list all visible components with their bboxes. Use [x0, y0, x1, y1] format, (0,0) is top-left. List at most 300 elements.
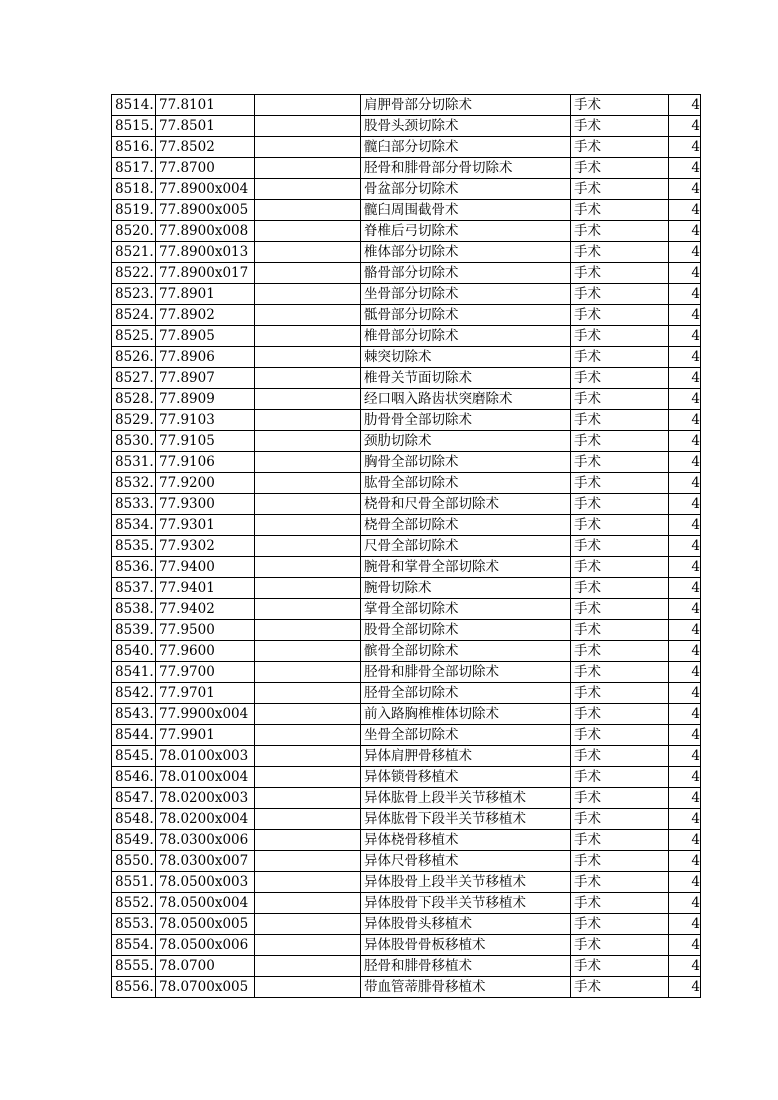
procedure-name: 胸骨全部切除术: [361, 452, 571, 473]
procedure-type: 手术: [571, 284, 669, 305]
procedure-name: 异体锁骨移植术: [361, 767, 571, 788]
procedure-name: 坐骨全部切除术: [361, 725, 571, 746]
table-row: [112, 809, 701, 830]
procedure-type: 手术: [571, 347, 669, 368]
procedure-name: 胫骨全部切除术: [361, 683, 571, 704]
procedure-type: 手术: [571, 221, 669, 242]
blank-cell: [255, 704, 361, 725]
procedure-type: 手术: [571, 578, 669, 599]
procedure-code: 77.8909: [156, 389, 255, 410]
table-row: [112, 242, 701, 263]
procedure-grade: 4: [669, 872, 701, 893]
table-row: [112, 389, 701, 410]
row-number: 8540.: [112, 641, 156, 662]
procedure-name: 脊椎后弓切除术: [361, 221, 571, 242]
procedure-name: 肋骨骨全部切除术: [361, 410, 571, 431]
procedure-grade: 4: [669, 95, 701, 116]
procedure-grade: 4: [669, 914, 701, 935]
procedure-grade: 4: [669, 662, 701, 683]
row-number: 8518.: [112, 179, 156, 200]
procedure-name: 髋臼部分切除术: [361, 137, 571, 158]
procedure-grade: 4: [669, 305, 701, 326]
blank-cell: [255, 179, 361, 200]
procedure-code: 77.8502: [156, 137, 255, 158]
table-row: [112, 641, 701, 662]
procedure-code: 77.9402: [156, 599, 255, 620]
procedure-type: 手术: [571, 452, 669, 473]
procedure-type: 手术: [571, 263, 669, 284]
blank-cell: [255, 515, 361, 536]
blank-cell: [255, 599, 361, 620]
procedure-type: 手术: [571, 893, 669, 914]
row-number: 8517.: [112, 158, 156, 179]
procedure-grade: 4: [669, 242, 701, 263]
procedure-type: 手术: [571, 95, 669, 116]
procedure-code: 77.8900x008: [156, 221, 255, 242]
row-number: 8546.: [112, 767, 156, 788]
procedure-grade: 4: [669, 788, 701, 809]
row-number: 8544.: [112, 725, 156, 746]
row-number: 8522.: [112, 263, 156, 284]
table-row: [112, 830, 701, 851]
procedure-grade: 4: [669, 851, 701, 872]
procedure-grade: 4: [669, 725, 701, 746]
procedure-code: 77.8902: [156, 305, 255, 326]
row-number: 8554.: [112, 935, 156, 956]
procedure-type: 手术: [571, 704, 669, 725]
row-number: 8533.: [112, 494, 156, 515]
row-number: 8541.: [112, 662, 156, 683]
procedure-type: 手术: [571, 767, 669, 788]
row-number: 8530.: [112, 431, 156, 452]
procedure-name: 异体股骨头移植术: [361, 914, 571, 935]
procedure-name: 经口咽入路齿状突磨除术: [361, 389, 571, 410]
procedure-name: 异体股骨下段半关节移植术: [361, 893, 571, 914]
procedure-code: 77.9700: [156, 662, 255, 683]
procedure-name: 股骨全部切除术: [361, 620, 571, 641]
procedure-type: 手术: [571, 242, 669, 263]
procedure-code: 78.0200x004: [156, 809, 255, 830]
procedure-grade: 4: [669, 389, 701, 410]
procedure-code: 77.9901: [156, 725, 255, 746]
row-number: 8549.: [112, 830, 156, 851]
procedure-name: 异体股骨上段半关节移植术: [361, 872, 571, 893]
procedure-code: 77.8906: [156, 347, 255, 368]
procedure-grade: 4: [669, 431, 701, 452]
procedure-type: 手术: [571, 830, 669, 851]
procedure-type: 手术: [571, 326, 669, 347]
procedure-type: 手术: [571, 914, 669, 935]
procedure-type: 手术: [571, 620, 669, 641]
procedure-code: 77.9701: [156, 683, 255, 704]
row-number: 8526.: [112, 347, 156, 368]
table-row: [112, 851, 701, 872]
procedure-type: 手术: [571, 977, 669, 998]
table-row: [112, 95, 701, 116]
procedure-name: 坐骨部分切除术: [361, 284, 571, 305]
row-number: 8550.: [112, 851, 156, 872]
procedure-name: 胫骨和腓骨部分骨切除术: [361, 158, 571, 179]
procedure-type: 手术: [571, 746, 669, 767]
procedure-type: 手术: [571, 599, 669, 620]
blank-cell: [255, 914, 361, 935]
procedure-type: 手术: [571, 557, 669, 578]
procedure-name: 腕骨和掌骨全部切除术: [361, 557, 571, 578]
table-row: [112, 263, 701, 284]
blank-cell: [255, 893, 361, 914]
table-row: [112, 599, 701, 620]
table-row: [112, 221, 701, 242]
table-row: [112, 956, 701, 977]
row-number: 8551.: [112, 872, 156, 893]
row-number: 8529.: [112, 410, 156, 431]
procedure-name: 前入路胸椎椎体切除术: [361, 704, 571, 725]
table-row: [112, 305, 701, 326]
procedure-name: 骶骨部分切除术: [361, 305, 571, 326]
procedure-type: 手术: [571, 956, 669, 977]
procedure-table-body: [112, 95, 701, 998]
table-row: [112, 935, 701, 956]
row-number: 8521.: [112, 242, 156, 263]
procedure-code: 78.0200x003: [156, 788, 255, 809]
blank-cell: [255, 368, 361, 389]
blank-cell: [255, 326, 361, 347]
blank-cell: [255, 116, 361, 137]
row-number: 8520.: [112, 221, 156, 242]
procedure-name: 棘突切除术: [361, 347, 571, 368]
row-number: 8527.: [112, 368, 156, 389]
procedure-grade: 4: [669, 158, 701, 179]
blank-cell: [255, 389, 361, 410]
procedure-code: 77.8900x013: [156, 242, 255, 263]
procedure-grade: 4: [669, 599, 701, 620]
procedure-code: 78.0500x004: [156, 893, 255, 914]
row-number: 8532.: [112, 473, 156, 494]
row-number: 8536.: [112, 557, 156, 578]
table-row: [112, 578, 701, 599]
procedure-code: 77.9103: [156, 410, 255, 431]
procedure-name: 异体股骨骨板移植术: [361, 935, 571, 956]
procedure-name: 桡骨全部切除术: [361, 515, 571, 536]
procedure-code: 77.9105: [156, 431, 255, 452]
blank-cell: [255, 431, 361, 452]
procedure-type: 手术: [571, 725, 669, 746]
procedure-name: 椎体部分切除术: [361, 242, 571, 263]
procedure-name: 肱骨全部切除术: [361, 473, 571, 494]
procedure-name: 骨盆部分切除术: [361, 179, 571, 200]
procedure-grade: 4: [669, 284, 701, 305]
blank-cell: [255, 725, 361, 746]
row-number: 8535.: [112, 536, 156, 557]
row-number: 8534.: [112, 515, 156, 536]
blank-cell: [255, 452, 361, 473]
blank-cell: [255, 284, 361, 305]
row-number: 8542.: [112, 683, 156, 704]
row-number: 8548.: [112, 809, 156, 830]
procedure-type: 手术: [571, 305, 669, 326]
procedure-grade: 4: [669, 368, 701, 389]
procedure-name: 椎骨关节面切除术: [361, 368, 571, 389]
table-row: [112, 116, 701, 137]
procedure-grade: 4: [669, 935, 701, 956]
procedure-type: 手术: [571, 662, 669, 683]
procedure-name: 肩胛骨部分切除术: [361, 95, 571, 116]
procedure-code: 78.0100x003: [156, 746, 255, 767]
row-number: 8523.: [112, 284, 156, 305]
procedure-grade: 4: [669, 326, 701, 347]
blank-cell: [255, 662, 361, 683]
row-number: 8538.: [112, 599, 156, 620]
table-row: [112, 452, 701, 473]
procedure-name: 骼骨部分切除术: [361, 263, 571, 284]
blank-cell: [255, 200, 361, 221]
procedure-type: 手术: [571, 200, 669, 221]
blank-cell: [255, 473, 361, 494]
table-row: [112, 725, 701, 746]
procedure-grade: 4: [669, 494, 701, 515]
procedure-code: 77.8905: [156, 326, 255, 347]
row-number: 8539.: [112, 620, 156, 641]
table-row: [112, 326, 701, 347]
table-row: [112, 662, 701, 683]
blank-cell: [255, 872, 361, 893]
procedure-grade: 4: [669, 641, 701, 662]
procedure-grade: 4: [669, 452, 701, 473]
procedure-grade: 4: [669, 473, 701, 494]
procedure-code: 77.8907: [156, 368, 255, 389]
procedure-grade: 4: [669, 347, 701, 368]
blank-cell: [255, 578, 361, 599]
blank-cell: [255, 935, 361, 956]
table-row: [112, 410, 701, 431]
procedure-grade: 4: [669, 515, 701, 536]
procedure-type: 手术: [571, 683, 669, 704]
procedure-type: 手术: [571, 851, 669, 872]
procedure-grade: 4: [669, 830, 701, 851]
procedure-name: 异体尺骨移植术: [361, 851, 571, 872]
procedure-type: 手术: [571, 158, 669, 179]
blank-cell: [255, 242, 361, 263]
table-row: [112, 347, 701, 368]
procedure-type: 手术: [571, 179, 669, 200]
row-number: 8515.: [112, 116, 156, 137]
procedure-name: 腕骨切除术: [361, 578, 571, 599]
procedure-grade: 4: [669, 977, 701, 998]
table-row: [112, 620, 701, 641]
procedure-code: 77.9301: [156, 515, 255, 536]
procedure-name: 股骨头颈切除术: [361, 116, 571, 137]
table-row: [112, 515, 701, 536]
procedure-type: 手术: [571, 431, 669, 452]
table-row: [112, 494, 701, 515]
row-number: 8545.: [112, 746, 156, 767]
procedure-type: 手术: [571, 389, 669, 410]
procedure-code: 77.9401: [156, 578, 255, 599]
blank-cell: [255, 977, 361, 998]
procedure-code: 77.9600: [156, 641, 255, 662]
procedure-code: 77.8501: [156, 116, 255, 137]
procedure-type: 手术: [571, 935, 669, 956]
procedure-code: 78.0500x003: [156, 872, 255, 893]
procedure-grade: 4: [669, 116, 701, 137]
procedure-grade: 4: [669, 221, 701, 242]
procedure-name: 异体桡骨移植术: [361, 830, 571, 851]
blank-cell: [255, 410, 361, 431]
blank-cell: [255, 809, 361, 830]
procedure-code: 78.0700x005: [156, 977, 255, 998]
row-number: 8519.: [112, 200, 156, 221]
blank-cell: [255, 536, 361, 557]
procedure-code: 77.9300: [156, 494, 255, 515]
row-number: 8547.: [112, 788, 156, 809]
row-number: 8553.: [112, 914, 156, 935]
blank-cell: [255, 683, 361, 704]
procedure-code: 78.0700: [156, 956, 255, 977]
procedure-grade: 4: [669, 746, 701, 767]
procedure-code: 77.8101: [156, 95, 255, 116]
row-number: 8555.: [112, 956, 156, 977]
procedure-type: 手术: [571, 515, 669, 536]
procedure-type: 手术: [571, 494, 669, 515]
blank-cell: [255, 641, 361, 662]
table-row: [112, 137, 701, 158]
table-row: [112, 767, 701, 788]
table-row: [112, 284, 701, 305]
procedure-grade: 4: [669, 767, 701, 788]
blank-cell: [255, 158, 361, 179]
table-row: [112, 536, 701, 557]
procedure-name: 颈肋切除术: [361, 431, 571, 452]
procedure-code: 77.9200: [156, 473, 255, 494]
procedure-table: [111, 94, 701, 998]
blank-cell: [255, 788, 361, 809]
procedure-grade: 4: [669, 683, 701, 704]
table-row: [112, 200, 701, 221]
procedure-grade: 4: [669, 410, 701, 431]
procedure-grade: 4: [669, 200, 701, 221]
procedure-name: 桡骨和尺骨全部切除术: [361, 494, 571, 515]
table-row: [112, 746, 701, 767]
procedure-type: 手术: [571, 536, 669, 557]
table-row: [112, 431, 701, 452]
procedure-type: 手术: [571, 368, 669, 389]
procedure-name: 异体肱骨下段半关节移植术: [361, 809, 571, 830]
procedure-code: 77.9106: [156, 452, 255, 473]
procedure-grade: 4: [669, 263, 701, 284]
table-row: [112, 893, 701, 914]
blank-cell: [255, 305, 361, 326]
procedure-name: 尺骨全部切除术: [361, 536, 571, 557]
procedure-grade: 4: [669, 809, 701, 830]
procedure-name: 胫骨和腓骨全部切除术: [361, 662, 571, 683]
blank-cell: [255, 746, 361, 767]
blank-cell: [255, 95, 361, 116]
table-row: [112, 158, 701, 179]
procedure-name: 掌骨全部切除术: [361, 599, 571, 620]
procedure-code: 78.0500x006: [156, 935, 255, 956]
procedure-grade: 4: [669, 893, 701, 914]
blank-cell: [255, 494, 361, 515]
procedure-type: 手术: [571, 872, 669, 893]
procedure-name: 异体肩胛骨移植术: [361, 746, 571, 767]
procedure-name: 胫骨和腓骨移植术: [361, 956, 571, 977]
procedure-code: 77.9500: [156, 620, 255, 641]
blank-cell: [255, 347, 361, 368]
table-row: [112, 914, 701, 935]
table-row: [112, 179, 701, 200]
procedure-name: 髋臼周围截骨术: [361, 200, 571, 221]
procedure-code: 77.9900x004: [156, 704, 255, 725]
procedure-name: 带血管蒂腓骨移植术: [361, 977, 571, 998]
blank-cell: [255, 830, 361, 851]
procedure-type: 手术: [571, 473, 669, 494]
row-number: 8531.: [112, 452, 156, 473]
table-row: [112, 368, 701, 389]
procedure-code: 77.8900x017: [156, 263, 255, 284]
procedure-grade: 4: [669, 557, 701, 578]
procedure-grade: 4: [669, 137, 701, 158]
row-number: 8516.: [112, 137, 156, 158]
procedure-type: 手术: [571, 410, 669, 431]
procedure-type: 手术: [571, 137, 669, 158]
procedure-code: 77.8900x005: [156, 200, 255, 221]
procedure-code: 77.8901: [156, 284, 255, 305]
procedure-code: 77.8700: [156, 158, 255, 179]
row-number: 8524.: [112, 305, 156, 326]
blank-cell: [255, 263, 361, 284]
table-row: [112, 473, 701, 494]
procedure-grade: 4: [669, 956, 701, 977]
row-number: 8556.: [112, 977, 156, 998]
procedure-grade: 4: [669, 536, 701, 557]
table-row: [112, 872, 701, 893]
table-row: [112, 977, 701, 998]
procedure-type: 手术: [571, 641, 669, 662]
procedure-grade: 4: [669, 704, 701, 725]
procedure-code: 78.0500x005: [156, 914, 255, 935]
procedure-type: 手术: [571, 116, 669, 137]
procedure-type: 手术: [571, 809, 669, 830]
procedure-code: 78.0300x007: [156, 851, 255, 872]
row-number: 8528.: [112, 389, 156, 410]
blank-cell: [255, 137, 361, 158]
row-number: 8537.: [112, 578, 156, 599]
procedure-code: 78.0300x006: [156, 830, 255, 851]
table-row: [112, 557, 701, 578]
blank-cell: [255, 767, 361, 788]
blank-cell: [255, 620, 361, 641]
row-number: 8543.: [112, 704, 156, 725]
procedure-grade: 4: [669, 620, 701, 641]
procedure-code: 77.9400: [156, 557, 255, 578]
procedure-code: 77.8900x004: [156, 179, 255, 200]
table-row: [112, 788, 701, 809]
blank-cell: [255, 851, 361, 872]
procedure-grade: 4: [669, 578, 701, 599]
procedure-code: 78.0100x004: [156, 767, 255, 788]
table-row: [112, 683, 701, 704]
procedure-grade: 4: [669, 179, 701, 200]
blank-cell: [255, 956, 361, 977]
row-number: 8552.: [112, 893, 156, 914]
procedure-type: 手术: [571, 788, 669, 809]
table-row: [112, 704, 701, 725]
procedure-name: 髌骨全部切除术: [361, 641, 571, 662]
procedure-code: 77.9302: [156, 536, 255, 557]
procedure-name: 异体肱骨上段半关节移植术: [361, 788, 571, 809]
row-number: 8514.: [112, 95, 156, 116]
row-number: 8525.: [112, 326, 156, 347]
